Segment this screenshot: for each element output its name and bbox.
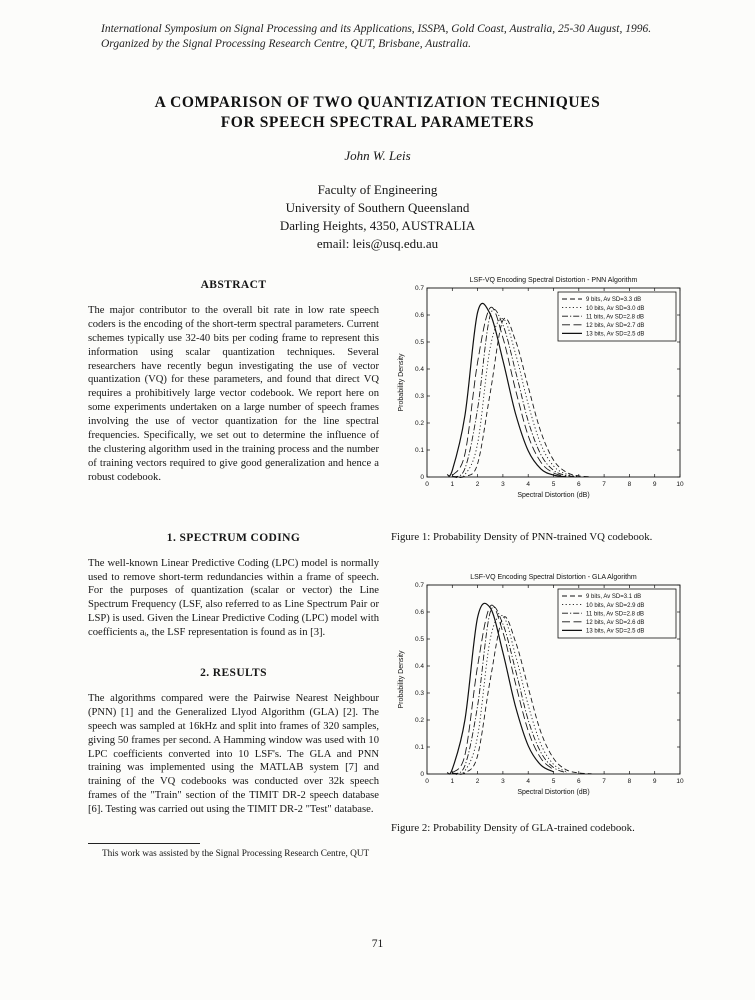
conference-header-line1: International Symposium on Signal Processing and its Applications, ISSPA, Gold Coast, Australia, 25-30 August, 1996.	[101, 23, 652, 35]
svg-text:1: 1	[450, 481, 455, 488]
svg-text:8: 8	[627, 481, 632, 488]
svg-text:0: 0	[420, 474, 424, 482]
footnote-text: This work was assisted by the Signal Processing Research Centre, QUT	[102, 849, 370, 860]
left-column	[88, 277, 379, 860]
svg-text:4: 4	[526, 481, 531, 488]
svg-text:Probability Density: Probability Density	[398, 353, 405, 412]
svg-text:0.7: 0.7	[414, 582, 424, 590]
footnote-rule	[88, 843, 200, 844]
svg-text:0.5: 0.5	[414, 339, 424, 347]
svg-text:13 bits, Av SD=2.5 dB: 13 bits, Av SD=2.5 dB	[586, 331, 645, 338]
section-2-heading: 2. RESULTS	[200, 667, 267, 680]
right-column	[391, 271, 689, 835]
affiliation-university: University of Southern Queensland	[285, 200, 470, 215]
svg-text:0.1: 0.1	[414, 744, 424, 752]
svg-text:0.3: 0.3	[414, 393, 424, 401]
svg-text:6: 6	[576, 778, 581, 785]
svg-text:0: 0	[425, 778, 429, 785]
svg-text:12 bits, Av SD=2.7 dB: 12 bits, Av SD=2.7 dB	[586, 323, 645, 329]
affiliation-address: Darling Heights, 4350, AUSTRALIA	[279, 218, 476, 233]
section-1-heading: 1. SPECTRUM CODING	[166, 531, 301, 544]
abstract-heading: ABSTRACT	[200, 279, 267, 291]
section-1-text: The well-known Linear Predictive Coding (LPC) model is normally used to remove short-term redundancies within a frame of speech. For the purposes of quantization (scalar or vector) the Line Spectrum Frequency (LSF, also referred to as Line Spectrum Pair or LSP) is used. Given the Linear Predictive Coding (LPC) model with coefficients aᵢ, the LSF representation is found as in [3].	[88, 557, 379, 639]
svg-text:5: 5	[551, 481, 556, 488]
svg-text:0.5: 0.5	[414, 636, 424, 644]
svg-text:0.4: 0.4	[414, 663, 424, 671]
svg-text:2: 2	[475, 778, 480, 785]
footnote	[88, 843, 379, 860]
svg-text:0.7: 0.7	[414, 285, 424, 293]
svg-text:6: 6	[576, 481, 581, 488]
svg-text:7: 7	[602, 778, 606, 785]
svg-text:10 bits, Av SD=3.0 dB: 10 bits, Av SD=3.0 dB	[586, 305, 645, 312]
svg-text:0: 0	[420, 771, 424, 779]
svg-text:9 bits, Av SD=3.3 dB: 9 bits, Av SD=3.3 dB	[586, 297, 642, 304]
svg-text:10: 10	[676, 778, 684, 785]
svg-text:11 bits, Av SD=2.8 dB: 11 bits, Av SD=2.8 dB	[586, 314, 644, 321]
svg-text:3: 3	[501, 481, 505, 488]
paper-title	[0, 93, 755, 133]
paper-title-line2: FOR SPEECH SPECTRAL PARAMETERS	[220, 114, 535, 131]
figure-1-chart	[391, 271, 689, 508]
svg-text:13 bits, Av SD=2.5 dB: 13 bits, Av SD=2.5 dB	[586, 628, 645, 635]
svg-text:0.4: 0.4	[414, 366, 424, 374]
svg-text:0.3: 0.3	[414, 690, 424, 698]
svg-text:7: 7	[602, 481, 606, 488]
figure-1-caption: Figure 1: Probability Density of PNN-trained VQ codebook.	[391, 531, 653, 543]
svg-text:8: 8	[627, 778, 632, 785]
svg-text:LSF-VQ Encoding Spectral Disto: LSF-VQ Encoding Spectral Distortion - GLA Algorithm	[470, 574, 637, 581]
svg-text:5: 5	[551, 778, 556, 785]
figure-2-chart	[391, 568, 689, 805]
svg-text:0.6: 0.6	[414, 609, 424, 617]
svg-text:Probability Density: Probability Density	[398, 650, 405, 709]
conference-header	[101, 22, 681, 52]
svg-text:9: 9	[652, 481, 657, 488]
affiliation-block	[0, 181, 755, 253]
svg-text:LSF-VQ Encoding Spectral Disto: LSF-VQ Encoding Spectral Distortion - PNN Algorithm	[469, 277, 638, 284]
svg-text:9: 9	[652, 778, 657, 785]
figure-2-caption: Figure 2: Probability Density of GLA-trained codebook.	[391, 822, 635, 834]
svg-text:12 bits, Av SD=2.6 dB: 12 bits, Av SD=2.6 dB	[586, 620, 645, 626]
svg-text:0.2: 0.2	[414, 420, 424, 428]
svg-text:0: 0	[425, 481, 429, 488]
affiliation-email: email: leis@usq.edu.au	[316, 236, 439, 251]
svg-text:0.1: 0.1	[414, 447, 424, 455]
affiliation-faculty: Faculty of Engineering	[317, 182, 438, 197]
svg-text:3: 3	[501, 778, 505, 785]
author-name: John W. Leis	[344, 148, 411, 163]
svg-text:10 bits, Av SD=2.9 dB: 10 bits, Av SD=2.9 dB	[586, 602, 645, 609]
svg-text:10: 10	[676, 481, 684, 488]
svg-text:11 bits, Av SD=2.8 dB: 11 bits, Av SD=2.8 dB	[586, 611, 644, 618]
conference-header-line2: Organized by the Signal Processing Research Centre, QUT, Brisbane, Australia.	[101, 38, 471, 50]
svg-text:Spectral Distortion (dB): Spectral Distortion (dB)	[517, 789, 590, 796]
abstract-text: The major contributor to the overall bit rate in low rate speech coders is the encoding of the short-term spectral parameters. Current schemes typically use 32-40 bits per coding frame to represent this information using scalar quantization techniques. Several researchers have recently begun investigating the use of vector quantization (VQ) for these parameters, and found that direct VQ requires a prohibitively large vector codebook. We report here on some experiments undertaken on a large number of speech frames involving the use of vector quantization for the line spectral frequencies. Specifically, we set out to determine the influence of the clustering algorithm used in the training process and the number of training vectors required to give good generalization and hence a robust codebook.	[88, 304, 379, 483]
paper-title-line1: A COMPARISON OF TWO QUANTIZATION TECHNIQUES	[154, 94, 601, 111]
section-2-text: The algorithms compared were the Pairwise Nearest Neighbour (PNN) [1] and the Generalized Llyod Algorithm (GLA) [2]. The speech was sampled at 16kHz and split into frames of 320 samples, giving 50 frames per second. A Hamming window was used with 10 LPC coefficients converted into 10 LSF's. The GLA and PNN training was implemented using the MATLAB system [7] and training of the VQ codebooks was conducted over 32k speech frames of the "Train" section of the TIMIT DR-2 speech database [6]. Testing was carried out using the TIMIT DR-2 "Test" database.	[88, 692, 379, 816]
svg-text:4: 4	[526, 778, 531, 785]
svg-text:Spectral Distortion (dB): Spectral Distortion (dB)	[517, 492, 590, 499]
svg-text:1: 1	[450, 778, 455, 785]
svg-text:9 bits, Av SD=3.1 dB: 9 bits, Av SD=3.1 dB	[586, 594, 642, 601]
page-number: 71	[371, 938, 384, 950]
svg-text:0.6: 0.6	[414, 312, 424, 320]
svg-text:0.2: 0.2	[414, 717, 424, 725]
svg-text:2: 2	[475, 481, 480, 488]
